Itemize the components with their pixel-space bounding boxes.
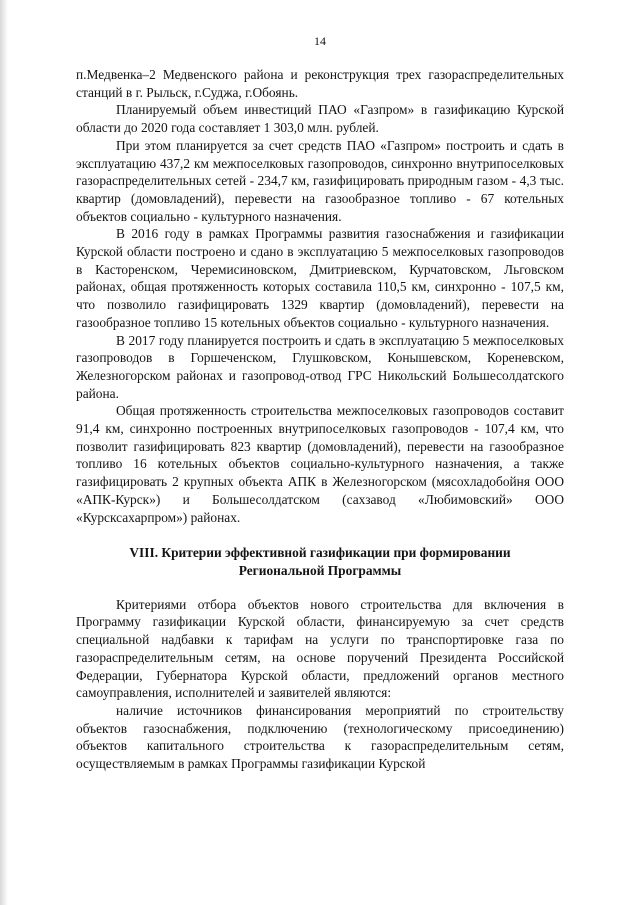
- paragraph-1: п.Медвенка–2 Медвенского района и реконструкция трех газораспределительных станций в г. Рыльск, г.Суджа, г.Обоянь.: [76, 67, 564, 100]
- section-heading-line-2: Региональной Программы: [238, 562, 402, 578]
- section-heading: [76, 544, 564, 579]
- paragraph-4: В 2016 году в рамках Программы развития газоснабжения и газификации Курской области построено и сдано в эксплуатацию 5 межпоселковых газопроводов в Касторенском, Черемисиновском, Дмитриевском, Курчатовском, Льговском районах, общая протяженность которых составила 110,5 км, синхронно - 107,5 км, что позволило газифицировать 1329 квартир (домовладений), перевести на газообразное топливо 15 котельных объектов социально - культурного назначения.: [76, 226, 564, 330]
- paragraph-8: наличие источников финансирования мероприятий по строительству объектов газоснабжения, подключению (технологическому присоединению) объектов капитального строительства к газораспределительным сетям, осуществляемым в рамках Программы газификации Курской: [76, 702, 564, 772]
- paragraph-6: Общая протяженность строительства межпоселковых газопроводов составит 91,4 км, синхронно построенных внутрипоселковых газопроводов - 107,4 км, что позволит газифицировать 823 квартир (домовладений), перевести на газообразное топливо 16 котельных объектов социально-культурного назначения, а также газифицировать 2 крупных объекта АПК в Железногорском (мясохладобойня ООО «АПК-Курск») и Большесолдатском (сахзавод «Любимовский» ООО «Курсксахарпром») районах.: [76, 403, 564, 525]
- paragraph-2: Планируемый объем инвестиций ПАО «Газпром» в газификацию Курской области до 2020 года составляет 1 303,0 млн. рублей.: [76, 102, 564, 136]
- paragraph-3: При этом планируется за счет средств ПАО «Газпром» построить и сдать в эксплуатацию 437,2 км межпоселковых газопроводов, синхронно внутрипоселковых газораспределительных сетей - 234,7 км, газифицировать природным газом - 4,3 тыс. квартир (домовладений), перевести на газообразное топливо - 67 котельных объектов социально - культурного назначения.: [76, 137, 564, 224]
- scan-edge-shadow: [0, 0, 8, 905]
- section-heading-line-1: VIII. Критерии эффективной газификации при формировании: [129, 545, 511, 561]
- page-number: 14: [314, 34, 326, 48]
- paragraph-7: Критериями отбора объектов нового строительства для включения в Программу газификации Курской области, финансируемую за счет средств специальной надбавки к тарифам на услуги по транспортировке газа по газораспределительным сетям, на основе поручений Президента Российской Федерации, Губернатора Курской области, предложений органов местного самоуправления, исполнителей и заявителей являются:: [76, 596, 564, 701]
- document-body: [76, 66, 564, 773]
- paragraph-5: В 2017 году планируется построить и сдать в эксплуатацию 5 межпоселковых газопроводов в Горшеченском, Глушковском, Конышевском, Кореневском, Железногорском районах и газопровод-отвод ГРС Никольский Большесолдатского района.: [76, 332, 564, 401]
